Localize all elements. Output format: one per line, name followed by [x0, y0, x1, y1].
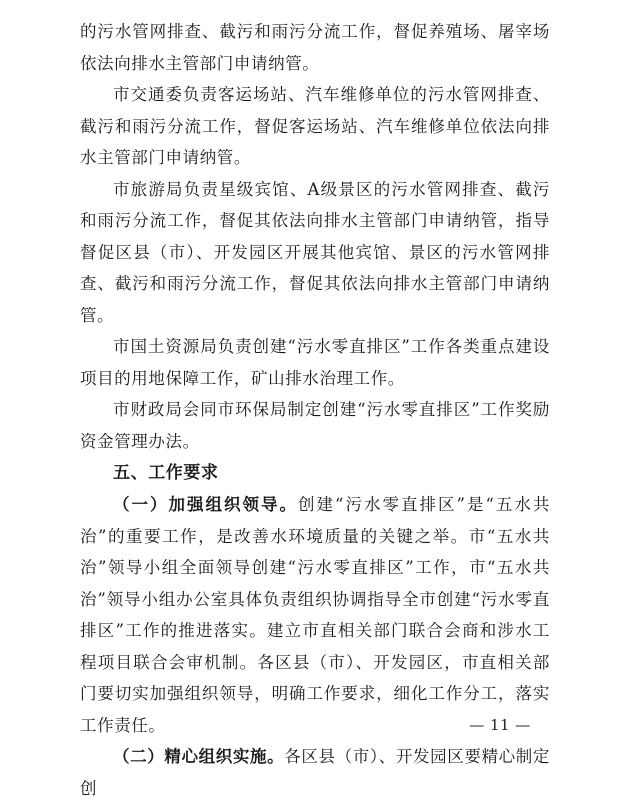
paragraph-livestock-continuation: 的污水管网排查、截污和雨污分流工作，督促养殖场、屠宰场依法向排水主管部门申请纳管。 [80, 22, 550, 73]
section-heading-work-requirements: 五、工作要求 [113, 463, 219, 483]
paragraph-transport-committee: 市交通委负责客运场站、汽车维修单位的污水管网排查、截污和雨污分流工作，督促客运场站、汽车维修单位依法向排水主管部门申请纳管。 [80, 85, 550, 167]
document-body [80, 16, 550, 804]
paragraph-finance-bureau: 市财政局会同市环保局制定创建“污水零直排区”工作奖励资金管理办法。 [80, 400, 550, 451]
requirement-text: 各区县（市）、开发园区要精心制定创 [80, 747, 550, 798]
requirement-careful-implementation [80, 741, 550, 804]
requirement-lead: （二）精心组织实施。 [113, 747, 285, 766]
paragraph-land-resources-bureau: 市国土资源局负责创建“污水零直排区”工作各类重点建设项目的用地保障工作，矿山排水治理工作。 [80, 337, 550, 388]
page-number: — 11 — [469, 716, 531, 734]
requirement-text: 创建“污水零直排区”是“五水共治”的重要工作，是改善水环境质量的关键之举。市“五水共治”领导小组全面领导创建“污水零直排区”工作，市“五水共治”领导小组办公室具体负责组织协调指导全市创建“污水零直排区”工作的推进落实。建立市直相关部门联合会商和涉水工程项目联合会审机制。各区县（市）、开发园区，市直相关部门要切实加强组织领导，明确工作要求，细化工作分工，落实工作责任。 [80, 495, 551, 735]
paragraph-tourism-bureau: 市旅游局负责星级宾馆、A级景区的污水管网排查、截污和雨污分流工作，督促其依法向排水主管部门申请纳管，指导督促区县（市）、开发园区开展其他宾馆、景区的污水管网排查、截污和雨污分流工作，督促其依法向排水主管部门申请纳管。 [80, 179, 550, 325]
requirement-lead: （一）加强组织领导。 [113, 495, 299, 514]
requirement-strengthen-leadership [80, 489, 550, 741]
